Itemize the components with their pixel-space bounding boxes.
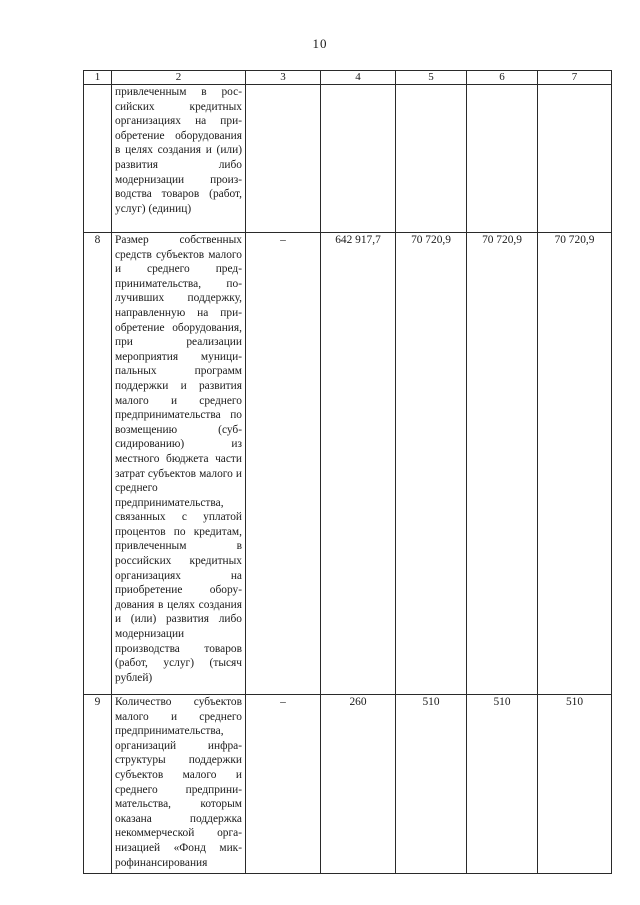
- cell-col-7: 510: [538, 695, 612, 874]
- cell-col-5: [396, 85, 467, 233]
- table-row: [84, 85, 612, 233]
- row-number: 8: [84, 233, 112, 695]
- column-header-1: 1: [84, 71, 112, 85]
- cell-col-3: –: [246, 695, 321, 874]
- cell-col-6: [467, 85, 538, 233]
- table-row: [84, 695, 612, 874]
- indicator-description: Количество субъектов малого и среднего предпринимательства, организаций инфраструктуры поддержки субъектов малого и среднего предпринимательства, которым оказана поддержка некоммерческой организацией «Фонд микрофинансирования: [112, 695, 246, 874]
- cell-col-7: [538, 85, 612, 233]
- indicator-description: привлеченным в российских кредитных организациях на приобретение оборудования в целях создания и (или) развития либо модернизации производства товаров (работ, услуг) (единиц): [112, 85, 246, 233]
- column-header-2: 2: [112, 71, 246, 85]
- column-header-4: 4: [321, 71, 396, 85]
- column-header-3: 3: [246, 71, 321, 85]
- cell-col-5: 510: [396, 695, 467, 874]
- row-number: [84, 85, 112, 233]
- page-number: 10: [312, 36, 328, 51]
- cell-col-6: 70 720,9: [467, 233, 538, 695]
- cell-col-7: 70 720,9: [538, 233, 612, 695]
- cell-col-3: [246, 85, 321, 233]
- table-row: [84, 233, 612, 695]
- cell-col-4: 260: [321, 695, 396, 874]
- column-header-5: 5: [396, 71, 467, 85]
- column-header-7: 7: [538, 71, 612, 85]
- indicator-description: Размер собственных средств субъектов малого и среднего предпринимательства, получивших поддержку, направленную на приобретение оборудования, при реализации мероприятия муниципальных программ поддержки и развития малого и среднего предпринимательства по возмещению (субсидированию) из местного бюджета части затрат субъектов малого и среднего предпринимательства, связанных с уплатой процентов по кредитам, привлеченным в российских кредитных организациях на приобретение оборудования в целях создания и (или) развития либо модернизации производства товаров (работ, услуг) (тысяч рублей): [112, 233, 246, 695]
- cell-col-6: 510: [467, 695, 538, 874]
- cell-col-4: 642 917,7: [321, 233, 396, 695]
- indicators-table: [83, 70, 612, 874]
- row-number: 9: [84, 695, 112, 874]
- cell-col-4: [321, 85, 396, 233]
- column-header-6: 6: [467, 71, 538, 85]
- cell-col-5: 70 720,9: [396, 233, 467, 695]
- column-number-row: [84, 71, 612, 85]
- cell-col-3: –: [246, 233, 321, 695]
